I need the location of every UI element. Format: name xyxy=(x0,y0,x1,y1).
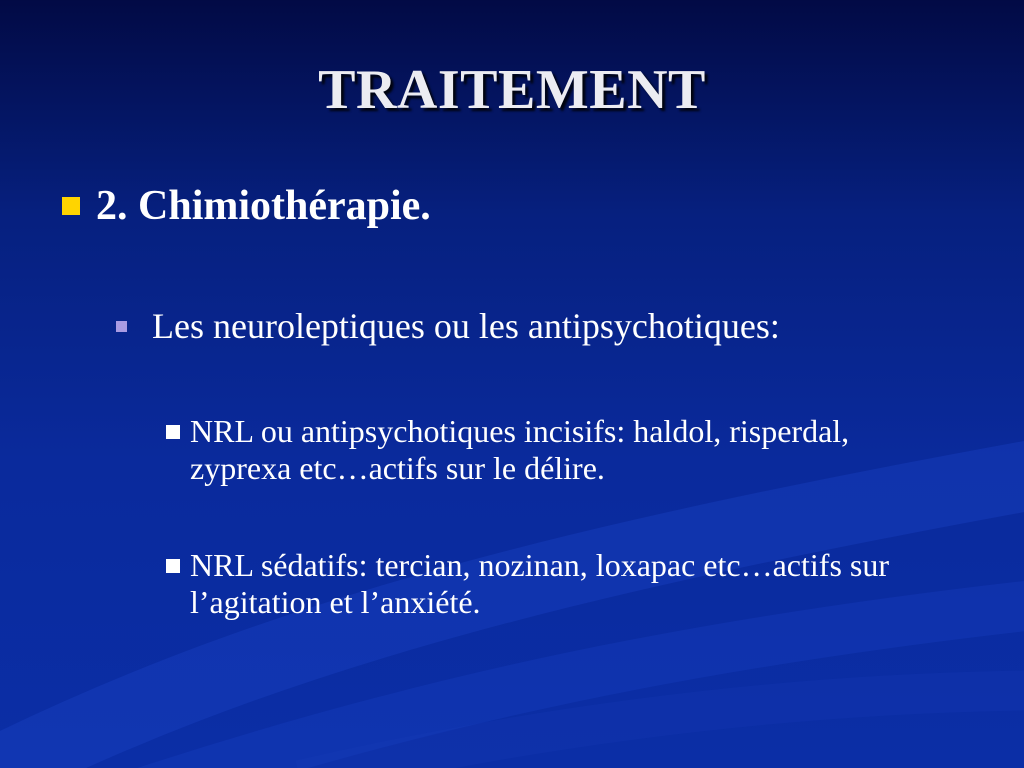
yellow-square-bullet-icon xyxy=(62,197,80,215)
bullet-level3-sedatifs-text: NRL sédatifs: tercian, nozinan, loxapac etc…actifs sur l’agitation et l’anxiété. xyxy=(190,547,889,620)
bullet-level1 xyxy=(62,182,431,230)
bullet-level3-sedatifs xyxy=(166,547,926,621)
bullet-level1-text: 2. Chimiothérapie. xyxy=(96,183,431,229)
purple-square-bullet-icon xyxy=(116,321,127,332)
bullet-level2-text: Les neuroleptiques ou les antipsychotiques: xyxy=(152,306,780,346)
white-square-bullet-icon xyxy=(166,425,180,439)
slide-title: TRAITEMENT xyxy=(318,59,706,121)
bullet-level3-incisifs xyxy=(166,413,926,487)
bullet-level3-incisifs-text: NRL ou antipsychotiques incisifs: haldol, risperdal, zyprexa etc…actifs sur le délire. xyxy=(190,413,850,486)
bullet-level2 xyxy=(116,305,780,347)
white-square-bullet-icon xyxy=(166,559,180,573)
